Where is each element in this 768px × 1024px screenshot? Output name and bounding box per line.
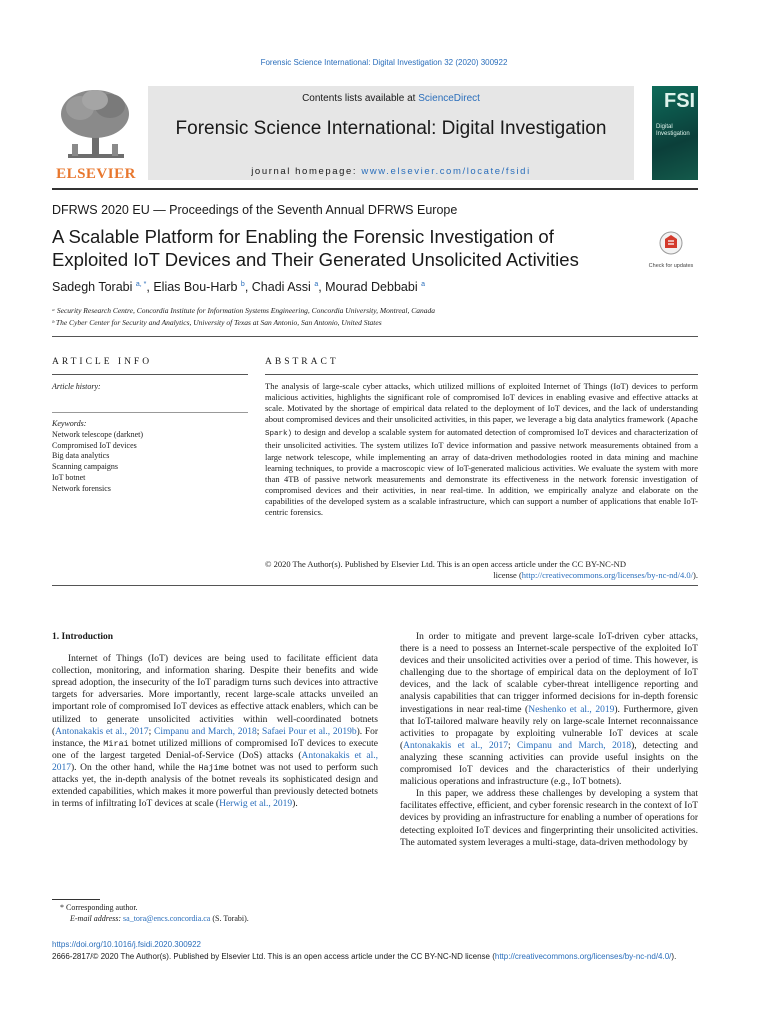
abstract-bottom-divider bbox=[52, 585, 698, 586]
license-link[interactable]: http://creativecommons.org/licenses/by-nc-nd/4.0/ bbox=[521, 570, 694, 580]
check-updates-label: Check for updates bbox=[648, 263, 694, 269]
email-label: E-mail address: bbox=[70, 914, 124, 923]
affiliation-a: ᵃ Security Research Centre, Concordia Institute for Information Systems Engineering, Concordia University, Montreal, Canada bbox=[52, 306, 436, 315]
text-run: botnet was not used to perform such attacks yet, the in-depth analysis of the botnet reveals its sophisticated design and extended capabilities, which makes it more powerful than previously detected botnets in terms of infiltrating IoT devices at scale ( bbox=[52, 762, 378, 810]
keywords-list bbox=[52, 419, 143, 495]
abstract-license bbox=[265, 570, 698, 581]
citation-link[interactable]: Cimpanu and March, 2018 bbox=[517, 740, 632, 751]
paper-title-line-2: Exploited IoT Devices and Their Generated Unsolicited Activities bbox=[52, 249, 579, 270]
section-title: 1. Introduction bbox=[52, 632, 114, 642]
affiliation-b: ᵇ The Cyber Center for Security and Analytics, University of Texas at San Antonio, San Antonio, United States bbox=[52, 318, 382, 327]
cover-fsi-text: FSI bbox=[664, 90, 696, 112]
author-email-link[interactable]: sa_tora@encs.concordia.ca bbox=[123, 914, 211, 923]
keyword-item: Compromised IoT devices bbox=[52, 440, 137, 450]
header-divider bbox=[52, 188, 698, 190]
abstract-text-part: to design and develop a scalable system for automated detection of compromised IoT devices and characterization of their unsolicited activities. The system utilizes IoT device information and passive network measurements obtained from a large network telescope, while implementing an array of data-driven methodologies rooted in data mining and machine learning techniques, to provide a macroscopic view of IoT-generated malicious activities. We evaluate the system with more than 4TB of passive network measurements and demonstrate its effectiveness in the network forensic investigation of compromised devices and their activities, in near real-time. In addition, we empirically analyze and elaborate on the capabilities of the developed system as a scalable infrastructure, which can support a number of applications that enable IoT-centric forensics. bbox=[265, 427, 698, 518]
cover-subtitle: Digital Investigation bbox=[656, 124, 690, 137]
text-run: botnet utilized millions of compromised IoT devices to execute one of the largest targeted Denial-of-Service (DoS) attacks ( bbox=[52, 738, 378, 761]
author-list: Sadegh Torabi $^{a, *}$, Elias Bou-Harb $^b$, Chadi Assi $^a$, Mourad Debbabi $^a$ bbox=[52, 280, 425, 294]
article-history-label: Article history: bbox=[52, 382, 101, 391]
paper-title bbox=[52, 225, 612, 271]
keyword-item: Scanning campaigns bbox=[52, 462, 118, 472]
abstract-body bbox=[265, 381, 698, 518]
footnote-divider bbox=[52, 899, 100, 900]
paragraph bbox=[52, 653, 378, 810]
doi-link[interactable]: https://doi.org/10.1016/j.fsidi.2020.300922 bbox=[52, 940, 201, 949]
text-run: ). bbox=[292, 799, 298, 810]
abstract-code-span: (Apache Spark) bbox=[265, 417, 698, 439]
keywords-label: Keywords: bbox=[52, 419, 87, 428]
body-left-column bbox=[52, 631, 378, 810]
keyword-item: Big data analytics bbox=[52, 451, 110, 461]
affiliation-divider bbox=[52, 336, 698, 337]
citation-link[interactable]: Cimpanu and March, 2018 bbox=[153, 726, 257, 737]
citation-link[interactable]: Neshenko et al., 2019 bbox=[528, 704, 615, 715]
code-span: Mirai bbox=[103, 738, 129, 749]
author-affiliation-mark[interactable]: a bbox=[314, 280, 319, 288]
footer-license-link[interactable]: http://creativecommons.org/licenses/by-nc-nd/4.0/ bbox=[494, 952, 672, 961]
author-affiliation-mark[interactable]: a bbox=[421, 280, 425, 288]
article-info-heading: ARTICLE INFO bbox=[52, 357, 153, 367]
conference-line: DFRWS 2020 EU — Proceedings of the Seventh Annual DFRWS Europe bbox=[52, 203, 458, 217]
text-run: Internet of Things (IoT) devices are being used to facilitate efficient data collection, monitoring, and information sharing. Despite their benefits and wide spread adoption, the insecurity of the IoT paradigm turns such devices into attractive targets for adversaries. More importantly, recent large-scale attacks unveiled an important role of compromised IoT devices as effective attack enablers, which can be utilized to generate unsolicited activities within well-coordinated botnets ( bbox=[52, 654, 378, 737]
code-span: Hajime bbox=[198, 762, 229, 773]
contents-line bbox=[148, 93, 634, 104]
citation-link[interactable]: Antonakakis et al., 2017 bbox=[403, 740, 508, 751]
author-name[interactable]: Chadi Assi bbox=[251, 280, 311, 294]
journal-homepage-line bbox=[148, 166, 634, 177]
author-name[interactable]: Mourad Debbabi bbox=[325, 280, 418, 294]
author-name[interactable]: Elias Bou-Harb bbox=[153, 280, 238, 294]
text-run: ; bbox=[148, 726, 154, 737]
text-run: ). On the other hand, while the bbox=[71, 762, 199, 773]
abstract-copyright: © 2020 The Author(s). Published by Elsevier Ltd. This is an open access article under the CC BY-NC-ND bbox=[265, 559, 626, 569]
check-for-updates-button[interactable] bbox=[648, 230, 694, 270]
text-run: ). Furthermore, given that IoT-tailored malware heavily rely on large-scale Internet reconnaissance activities to propagate by exploiting vulnerable IoT devices at scale ( bbox=[400, 704, 698, 751]
journal-homepage-link[interactable]: www.elsevier.com/locate/fsidi bbox=[361, 166, 531, 177]
keyword-item: IoT botnet bbox=[52, 472, 86, 482]
citation-link[interactable]: Antonakakis et al., 2017 bbox=[52, 750, 378, 773]
issn-suffix: ). bbox=[671, 952, 677, 961]
elsevier-tree-icon bbox=[52, 86, 138, 166]
citation-link[interactable]: Herwig et al., 2019 bbox=[219, 799, 293, 810]
text-run: ), detecting and analyzing these scanning activities can provide useful insights on the compromised IoT devices and the characteristics of their underlying malicious operations and infrastructure (e.g., IoT botnets). bbox=[400, 740, 699, 788]
article-info-divider bbox=[52, 374, 248, 375]
sciencedirect-link[interactable]: ScienceDirect bbox=[418, 93, 480, 104]
email-note bbox=[70, 914, 249, 923]
paper-title-line-1: A Scalable Platform for Enabling the Forensic Investigation of bbox=[52, 226, 554, 247]
paragraph bbox=[400, 631, 698, 788]
keyword-item: Network forensics bbox=[52, 483, 111, 493]
author-affiliation-mark[interactable]: a, * bbox=[135, 280, 147, 288]
author-affiliation-mark[interactable]: b bbox=[240, 280, 245, 288]
keyword-item: Network telescope (darknet) bbox=[52, 429, 144, 439]
issn-license-line bbox=[52, 951, 728, 962]
text-run: ; bbox=[507, 740, 518, 751]
body-right-column bbox=[400, 631, 698, 849]
email-suffix: (S. Torabi). bbox=[210, 914, 249, 923]
text-run: ; bbox=[256, 726, 263, 737]
contents-prefix: Contents lists available at bbox=[302, 93, 419, 104]
author-name[interactable]: Sadegh Torabi bbox=[52, 280, 133, 294]
issn-prefix: 2666-2817/© 2020 The Author(s). Published by Elsevier Ltd. This is an open access article under the CC BY-NC-ND license ( bbox=[52, 952, 495, 961]
corresponding-author-note: * Corresponding author. bbox=[60, 903, 138, 912]
abstract-text-part: The analysis of large-scale cyber attacks, which utilized millions of exploited Internet of Things (IoT) devices to perform malicious activities, highlights the significant role of compromised IoT devices in enabling evasive and effective attacks at scale. Motivated by the shortage of empirical data related to the deployment of IoT devices, and the lack of understanding about compromised devices and their unsolicited activities, in this paper, we leverage a big data analytics framework bbox=[265, 381, 698, 425]
text-run: In order to mitigate and prevent large-scale IoT-driven cyber attacks, there is a need to possess an Internet-scale perspective of the exploited IoT devices and their unsolicited activities over a period of time. This however, is challenging due to the shortage of empirical data on the deployment of IoT devices, and the lack of scalable cyber-threat intelligence reporting and analysis capabilities that can trigger informed decisions for in-depth forensic investigations in near real-time ( bbox=[400, 632, 698, 715]
citation-link[interactable]: Safaei Pour et al., 2019b bbox=[262, 726, 357, 737]
abstract-heading: ABSTRACT bbox=[265, 357, 339, 367]
elsevier-wordmark: ELSEVIER bbox=[56, 166, 136, 182]
abstract-divider bbox=[265, 374, 698, 375]
journal-title: Forensic Science International: Digital Investigation bbox=[175, 118, 607, 139]
license-prefix: license ( bbox=[493, 570, 522, 580]
text-run: ). For instance, the bbox=[52, 726, 379, 749]
citation-link[interactable]: Antonakakis et al., 2017 bbox=[55, 726, 149, 737]
journal-reference-link[interactable]: Forensic Science International: Digital Investigation 32 (2020) 300922 bbox=[260, 58, 508, 67]
paragraph: In this paper, we address these challenges by developing a system that facilitates effective, efficient, and cyber forensic research in the context of IoT devices by providing an infrastructure for enabling a number of operations for detecting exploited IoT devices and fingerprinting their unsolicited activities. The automated system leverages a multi-stage, data-driven methodology by bbox=[400, 789, 698, 848]
homepage-prefix: journal homepage: bbox=[251, 166, 362, 177]
article-history-divider bbox=[52, 412, 248, 413]
license-suffix: ). bbox=[693, 570, 698, 580]
check-updates-icon bbox=[648, 230, 694, 258]
